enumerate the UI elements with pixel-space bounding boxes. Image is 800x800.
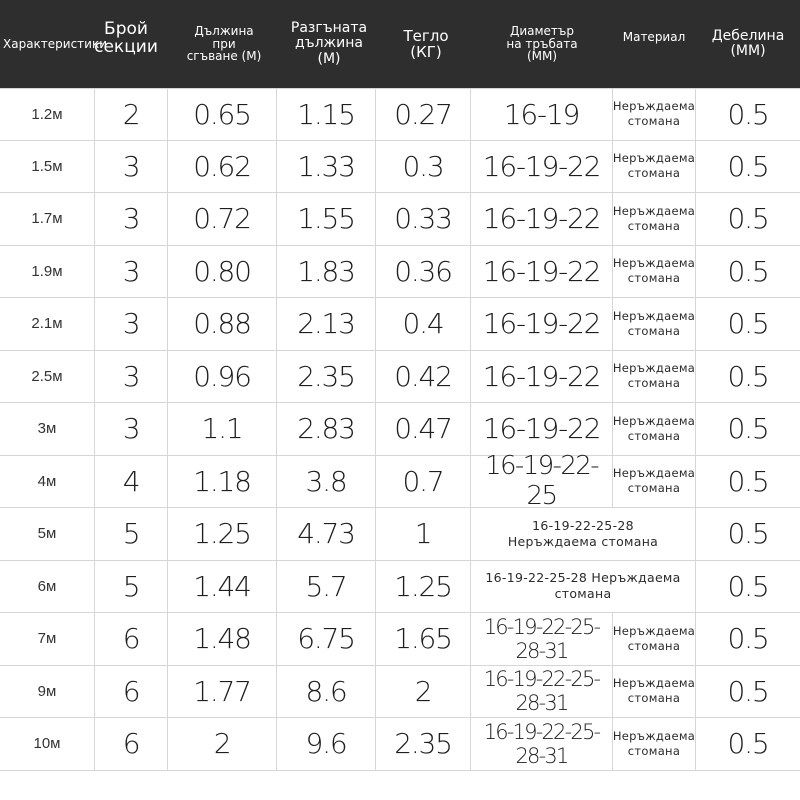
thickness-cell: 0.5 bbox=[727, 307, 769, 341]
sections-cell: 4 bbox=[95, 456, 168, 508]
table-row bbox=[0, 666, 800, 719]
merged-line1: 16-19-22-25-28 Неръждаема bbox=[485, 570, 681, 585]
merged-line2: Неръждаема стомана bbox=[507, 533, 659, 549]
weight-cell: 1.65 bbox=[376, 613, 471, 665]
header-folded-line2: при bbox=[212, 36, 236, 51]
folded-length-cell: 0.88 bbox=[168, 298, 277, 350]
weight-cell: 0.4 bbox=[376, 298, 471, 350]
size-cell: 1.2м bbox=[0, 89, 95, 140]
tube-diameter-cell: 16-19 bbox=[471, 89, 613, 140]
size-cell: 2.1м bbox=[0, 298, 95, 350]
weight-cell: 2 bbox=[376, 666, 471, 718]
header-thickness-line1: Дебелина bbox=[711, 27, 785, 44]
table-row bbox=[0, 561, 800, 614]
thickness-cell: 0.5 bbox=[727, 359, 769, 393]
sections-cell: 6 bbox=[95, 666, 168, 718]
extended-length-cell: 6.75 bbox=[277, 613, 376, 665]
table-row bbox=[0, 88, 800, 141]
diameter-material-merged-cell bbox=[471, 561, 696, 613]
header-characteristics bbox=[0, 0, 108, 88]
material-line2: стомана bbox=[627, 114, 681, 129]
material-cell bbox=[613, 89, 696, 140]
material-line1: Неръждаема bbox=[612, 676, 696, 691]
weight-cell: 1 bbox=[376, 508, 471, 560]
extended-length-cell: 1.83 bbox=[277, 246, 376, 298]
diameter-material-merged-cell bbox=[471, 508, 696, 560]
size-cell: 4м bbox=[0, 456, 95, 508]
material-line2: стомана bbox=[627, 481, 681, 496]
extended-length-cell: 5.7 bbox=[277, 561, 376, 613]
material-line2: стомана bbox=[627, 323, 681, 338]
tube-diameter-cell: 16-19-22-25-28-31 bbox=[471, 666, 613, 718]
thickness-cell: 0.5 bbox=[727, 569, 769, 603]
extended-length-cell: 1.15 bbox=[277, 89, 376, 140]
thickness-cell: 0.5 bbox=[727, 727, 769, 761]
folded-length-cell: 0.65 bbox=[168, 89, 277, 140]
sections-cell: 3 bbox=[95, 351, 168, 403]
sections-cell: 3 bbox=[95, 298, 168, 350]
folded-length-cell: 0.72 bbox=[168, 193, 277, 245]
size-cell: 7м bbox=[0, 613, 95, 665]
extended-length-cell: 9.6 bbox=[277, 718, 376, 770]
material-line1: Неръждаема bbox=[612, 623, 696, 638]
folded-length-cell: 1.77 bbox=[168, 666, 277, 718]
header-diameter-line2: на тръбата bbox=[506, 36, 578, 51]
material-cell bbox=[613, 456, 696, 508]
thickness-cell: 0.5 bbox=[727, 202, 769, 236]
weight-cell: 0.3 bbox=[376, 141, 471, 193]
weight-cell: 0.47 bbox=[376, 403, 471, 455]
material-line1: Неръждаема bbox=[612, 256, 696, 271]
material-cell bbox=[613, 718, 696, 770]
size-cell: 1.7м bbox=[0, 193, 95, 245]
material-cell bbox=[613, 351, 696, 403]
extended-length-cell: 2.83 bbox=[277, 403, 376, 455]
thickness-cell: 0.5 bbox=[727, 97, 769, 131]
header-weight-line1: Тегло bbox=[403, 26, 449, 45]
thickness-cell: 0.5 bbox=[727, 254, 769, 288]
folded-length-cell: 0.96 bbox=[168, 351, 277, 403]
material-cell bbox=[613, 613, 696, 665]
tube-diameter-cell: 16-19-22 bbox=[471, 246, 613, 298]
header-thickness-line2: (ММ) bbox=[730, 43, 766, 59]
table-row bbox=[0, 613, 800, 666]
weight-cell: 2.35 bbox=[376, 718, 471, 770]
folded-length-cell: 1.18 bbox=[168, 456, 277, 508]
extended-length-cell: 1.33 bbox=[277, 141, 376, 193]
size-cell: 3м bbox=[0, 403, 95, 455]
material-line1: Неръждаема bbox=[612, 203, 696, 218]
header-thickness bbox=[696, 0, 800, 88]
extended-length-cell: 2.35 bbox=[277, 351, 376, 403]
header-material-label: Материал bbox=[622, 29, 686, 44]
material-line2: стомана bbox=[627, 638, 681, 653]
extended-length-cell: 2.13 bbox=[277, 298, 376, 350]
material-line1: Неръждаема bbox=[612, 466, 696, 481]
folded-length-cell: 0.62 bbox=[168, 141, 277, 193]
material-cell bbox=[613, 298, 696, 350]
material-line2: стомана bbox=[627, 743, 681, 758]
material-cell bbox=[613, 403, 696, 455]
table-row bbox=[0, 141, 800, 194]
sections-cell: 6 bbox=[95, 718, 168, 770]
thickness-cell: 0.5 bbox=[727, 674, 769, 708]
folded-length-cell: 2 bbox=[168, 718, 277, 770]
table-row bbox=[0, 508, 800, 561]
folded-length-cell: 0.80 bbox=[168, 246, 277, 298]
header-material bbox=[612, 0, 696, 81]
merged-line2: стомана bbox=[554, 586, 612, 602]
header-folded-length bbox=[172, 0, 276, 88]
material-line1: Неръждаема bbox=[612, 151, 696, 166]
thickness-cell: 0.5 bbox=[727, 622, 769, 656]
sections-cell: 5 bbox=[95, 508, 168, 560]
extended-length-cell: 4.73 bbox=[277, 508, 376, 560]
weight-cell: 0.33 bbox=[376, 193, 471, 245]
size-cell: 1.9м bbox=[0, 246, 95, 298]
folded-length-cell: 1.1 bbox=[168, 403, 277, 455]
size-cell: 5м bbox=[0, 508, 95, 560]
thickness-cell: 0.5 bbox=[727, 412, 769, 446]
size-cell: 6м bbox=[0, 561, 95, 613]
header-folded-line3: сгъване (М) bbox=[186, 49, 262, 64]
material-line2: стомана bbox=[627, 691, 681, 706]
header-folded-line1: Дължина bbox=[194, 23, 254, 38]
header-sections-line1: Брой bbox=[104, 18, 148, 39]
material-line2: стомана bbox=[627, 271, 681, 286]
material-line1: Неръждаема bbox=[612, 99, 696, 114]
material-cell bbox=[613, 141, 696, 193]
header-characteristics-label: Характеристики bbox=[3, 36, 108, 51]
tube-diameter-cell: 16-19-22 bbox=[471, 141, 613, 193]
size-cell: 10м bbox=[0, 718, 95, 770]
header-diameter-line1: Диаметър bbox=[509, 23, 575, 38]
tube-diameter-cell: 16-19-22 bbox=[471, 193, 613, 245]
material-cell bbox=[613, 246, 696, 298]
tube-diameter-cell: 16-19-22 bbox=[471, 298, 613, 350]
table-row bbox=[0, 193, 800, 246]
table-row bbox=[0, 718, 800, 771]
table-row bbox=[0, 351, 800, 404]
table-body bbox=[0, 88, 800, 771]
table-row bbox=[0, 298, 800, 351]
material-line2: стомана bbox=[627, 428, 681, 443]
thickness-cell: 0.5 bbox=[727, 149, 769, 183]
sections-cell: 3 bbox=[95, 403, 168, 455]
sections-cell: 5 bbox=[95, 561, 168, 613]
table-header bbox=[0, 0, 800, 88]
sections-cell: 2 bbox=[95, 89, 168, 140]
merged-line1: 16-19-22-25-28 bbox=[532, 517, 634, 533]
material-cell bbox=[613, 666, 696, 718]
sections-cell: 3 bbox=[95, 246, 168, 298]
header-diameter-line3: (ММ) bbox=[526, 49, 558, 64]
sections-cell: 6 bbox=[95, 613, 168, 665]
material-line1: Неръждаема bbox=[612, 361, 696, 376]
header-tube-diameter bbox=[472, 0, 612, 88]
size-cell: 1.5м bbox=[0, 141, 95, 193]
material-cell bbox=[613, 193, 696, 245]
folded-length-cell: 1.48 bbox=[168, 613, 277, 665]
extended-length-cell: 3.8 bbox=[277, 456, 376, 508]
material-line1: Неръждаема bbox=[612, 728, 696, 743]
extended-length-cell: 1.55 bbox=[277, 193, 376, 245]
table-row bbox=[0, 246, 800, 299]
material-line1: Неръждаема bbox=[612, 308, 696, 323]
tube-diameter-cell: 16-19-22 bbox=[471, 403, 613, 455]
size-cell: 9м bbox=[0, 666, 95, 718]
material-line2: стомана bbox=[627, 218, 681, 233]
header-sections-line2: секции bbox=[94, 37, 158, 57]
weight-cell: 0.27 bbox=[376, 89, 471, 140]
material-line2: стомана bbox=[627, 166, 681, 181]
table-row bbox=[0, 451, 800, 512]
header-extended-line1: Разгъната bbox=[290, 20, 368, 37]
weight-cell: 0.42 bbox=[376, 351, 471, 403]
thickness-cell: 0.5 bbox=[727, 464, 769, 498]
table-row bbox=[0, 403, 800, 456]
sections-cell: 3 bbox=[95, 193, 168, 245]
folded-length-cell: 1.44 bbox=[168, 561, 277, 613]
tube-diameter-cell: 16-19-22-25-28-31 bbox=[471, 613, 613, 665]
header-sections bbox=[86, 0, 166, 82]
header-weight-line2: (КГ) bbox=[410, 43, 442, 61]
folded-length-cell: 1.25 bbox=[168, 508, 277, 560]
tube-diameter-cell: 16-19-22 bbox=[471, 351, 613, 403]
header-weight bbox=[380, 0, 472, 88]
material-line1: Неръждаема bbox=[612, 413, 696, 428]
tube-diameter-cell: 16-19-22-25 bbox=[471, 456, 613, 508]
weight-cell: 0.36 bbox=[376, 246, 471, 298]
weight-cell: 0.7 bbox=[376, 456, 471, 508]
sections-cell: 3 bbox=[95, 141, 168, 193]
extended-length-cell: 8.6 bbox=[277, 666, 376, 718]
header-extended-length bbox=[280, 0, 378, 88]
header-extended-line2: дължина bbox=[295, 35, 363, 52]
tube-diameter-cell: 16-19-22-25-28-31 bbox=[471, 718, 613, 770]
material-line2: стомана bbox=[627, 376, 681, 391]
thickness-cell: 0.5 bbox=[727, 517, 769, 551]
size-cell: 2.5м bbox=[0, 351, 95, 403]
header-extended-line3: (М) bbox=[317, 50, 341, 67]
weight-cell: 1.25 bbox=[376, 561, 471, 613]
